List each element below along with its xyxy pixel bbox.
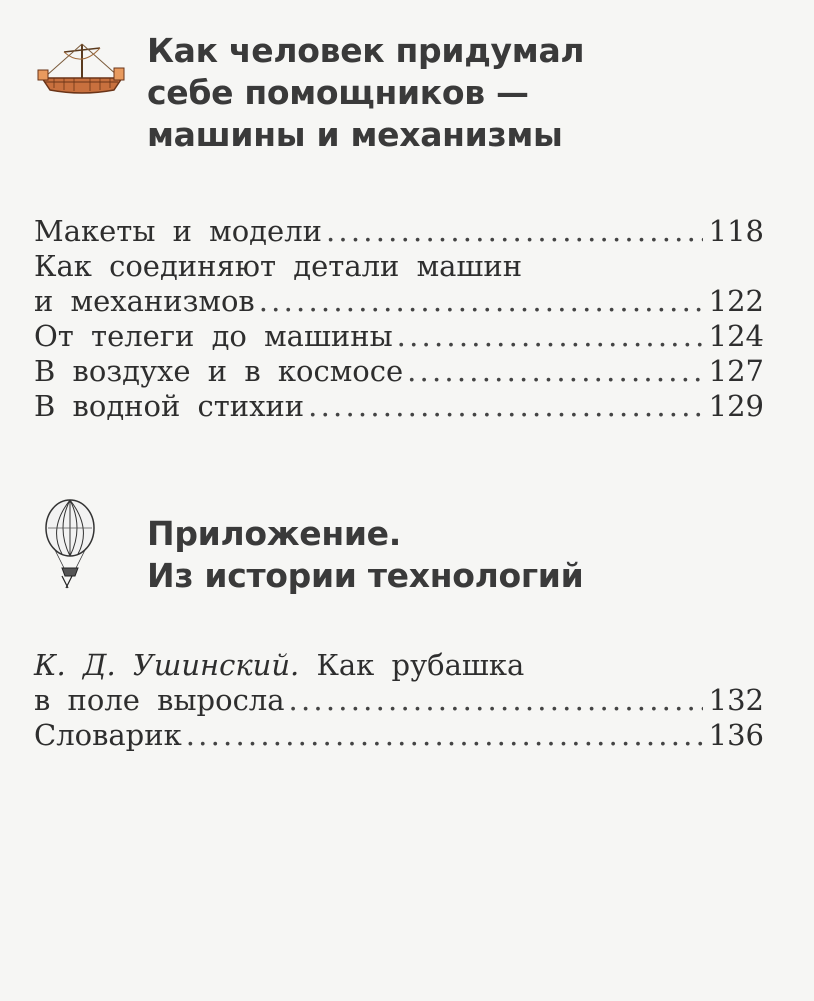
leader-dots [259,284,703,319]
heading-line: Как человек придумал [147,31,585,70]
toc-entry[interactable] [34,389,764,424]
page-number: 136 [708,718,764,752]
toc-entry[interactable] [34,648,764,683]
page-number: 132 [708,683,764,717]
toc-list [34,214,764,424]
leader-dots [308,389,703,424]
author-name: К. Д. Ушинский. [34,648,300,682]
page-number: 127 [708,354,764,388]
page-number: 129 [708,389,764,423]
toc-list [34,648,764,753]
toc-entry[interactable] [34,683,764,718]
section-heading [147,513,583,597]
heading-line: себе помощников — [147,73,529,112]
toc-entry[interactable] [34,249,764,284]
toc-entry-title: В воздухе и в космосе [34,354,404,388]
toc-entry[interactable] [34,214,764,249]
toc-entry-title: Как соединяют детали машин [34,249,523,283]
ship-icon [34,38,130,102]
leader-dots [289,683,703,718]
leader-dots [407,354,703,389]
hot-air-balloon-icon [42,498,102,590]
toc-entry-title-text: Как рубашка [316,648,525,682]
toc-entry[interactable] [34,354,764,389]
toc-entry-title [34,648,524,683]
heading-line: Приложение. [147,514,401,553]
toc-entry-title: В водной стихии [34,389,305,423]
leader-dots [186,718,703,753]
toc-entry[interactable] [34,284,764,319]
page-number: 124 [708,319,764,353]
toc-entry[interactable] [34,319,764,354]
heading-line: машины и механизмы [147,115,563,154]
toc-entry-title: в поле выросла [34,683,285,717]
leader-dots [326,214,703,249]
page-number: 122 [708,284,764,318]
toc-entry-title: и механизмов [34,284,255,318]
heading-line: Из истории технологий [147,556,584,595]
toc-entry[interactable] [34,718,764,753]
toc-entry-title: Макеты и модели [34,214,322,248]
toc-entry-title: От телеги до машины [34,319,393,353]
toc-entry-title: Словарик [34,718,182,752]
section-heading [147,30,584,156]
page-number: 118 [708,214,764,248]
leader-dots [397,319,703,354]
